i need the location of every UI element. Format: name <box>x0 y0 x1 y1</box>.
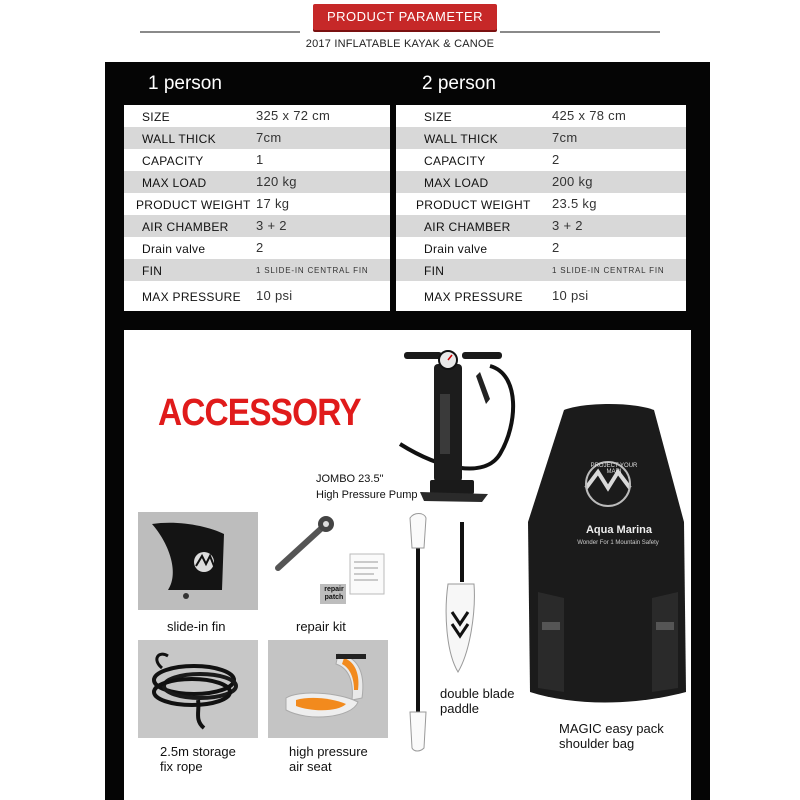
rope-caption-line2: fix rope <box>160 759 203 774</box>
bag-caption-line2: shoulder bag <box>559 736 635 751</box>
spec-value: 1 SLIDE-IN CENTRAL FIN <box>552 266 665 275</box>
spec-row-fin <box>124 259 390 281</box>
pump-caption-line2: High Pressure Pump <box>316 489 418 501</box>
spec-row-capacity <box>396 149 686 171</box>
repair-patch-label: repair patch <box>324 586 344 601</box>
spec-row-air-chamber <box>396 215 686 237</box>
spec-label: MAX LOAD <box>424 176 489 190</box>
bag-caption <box>559 721 664 751</box>
bag-brand-text: Aqua Marina <box>585 524 652 536</box>
spec-label: CAPACITY <box>424 154 486 168</box>
spec-row-product-weight <box>124 193 390 215</box>
spec-row-size <box>396 105 686 127</box>
spec-value: 2 <box>552 152 560 167</box>
spec-value: 1 SLIDE-IN CENTRAL FIN <box>256 266 369 275</box>
spec-value: 10 psi <box>552 288 589 303</box>
spec-value: 3 + 2 <box>552 218 583 233</box>
spec-row-size <box>124 105 390 127</box>
rope-coil-icon <box>138 640 258 738</box>
header-subtitle: 2017 INFLATABLE KAYAK & CANOE <box>305 38 495 50</box>
rope-image <box>138 640 258 738</box>
spec-row-wall-thick <box>396 127 686 149</box>
shoulder-bag-image <box>524 402 692 712</box>
repair-kit-image <box>268 512 388 610</box>
spec-label: CAPACITY <box>142 154 204 168</box>
paddle-caption <box>440 686 514 716</box>
spec-row-drain-valve <box>396 237 686 259</box>
rope-caption <box>160 744 236 774</box>
bag-slogan-text: Wonder For 1 Mountain Safety <box>577 540 659 546</box>
spec-label: SIZE <box>424 110 452 124</box>
spec-label: PRODUCT WEIGHT <box>136 198 251 212</box>
spec-value: 2 <box>256 240 264 255</box>
spec-label: FIN <box>424 264 445 278</box>
spec-value: 1 <box>256 152 264 167</box>
paddle-caption-line2: paddle <box>440 701 480 716</box>
fin-shape-icon <box>138 512 258 610</box>
spec-label: MAX PRESSURE <box>142 290 241 304</box>
rope-caption-line1: 2.5m storage <box>160 744 236 759</box>
spec-value: 7cm <box>256 130 282 145</box>
spec-row-product-weight <box>396 193 686 215</box>
fin-caption: slide-in fin <box>167 619 226 634</box>
repair-kit-caption: repair kit <box>296 619 346 634</box>
seat-caption-line2: air seat <box>289 759 332 774</box>
spec-label: SIZE <box>142 110 170 124</box>
seat-caption-line1: high pressure <box>289 744 368 759</box>
spec-value: 23.5 kg <box>552 196 597 211</box>
spec-value: 325 x 72 cm <box>256 108 331 123</box>
seat-image <box>268 640 388 738</box>
spec-row-max-pressure <box>396 281 686 311</box>
spec-row-air-chamber <box>124 215 390 237</box>
spec-value: 17 kg <box>256 196 290 211</box>
spec-label: MAX LOAD <box>142 176 207 190</box>
seat-caption <box>289 744 368 774</box>
spec-row-wall-thick <box>124 127 390 149</box>
accessory-title: ACCESSORY <box>158 392 361 434</box>
header-rule-right <box>500 31 660 33</box>
pump-caption-line1: JOMBO 23.5" <box>316 473 384 485</box>
bag-caption-line1: MAGIC easy pack <box>559 721 664 736</box>
column-title-2-person: 2 person <box>422 73 496 94</box>
header-badge: PRODUCT PARAMETER <box>313 4 497 30</box>
bag-tag-text: PROJECT YOUR MARI <box>590 463 638 475</box>
spec-row-max-load <box>124 171 390 193</box>
paddle-caption-line1: double blade <box>440 686 515 701</box>
spec-value: 200 kg <box>552 174 593 189</box>
fin-image <box>138 512 258 610</box>
spec-value: 425 x 78 cm <box>552 108 627 123</box>
spec-label: FIN <box>142 264 163 278</box>
header-rule-left <box>140 31 300 33</box>
pump-caption <box>316 471 418 503</box>
column-title-1-person: 1 person <box>148 73 222 94</box>
seat-icon <box>268 640 388 738</box>
spec-row-max-load <box>396 171 686 193</box>
spec-label: Drain valve <box>142 242 206 256</box>
paddle-image <box>400 512 480 752</box>
spec-label: WALL THICK <box>424 132 498 146</box>
spec-row-capacity <box>124 149 390 171</box>
spec-value: 10 psi <box>256 288 293 303</box>
spec-label: Drain valve <box>424 242 488 256</box>
spec-table-1-person <box>124 105 390 311</box>
spec-label: AIR CHAMBER <box>424 220 511 234</box>
spec-table-2-person <box>396 105 686 311</box>
spec-value: 120 kg <box>256 174 297 189</box>
spec-value: 2 <box>552 240 560 255</box>
spec-row-fin <box>396 259 686 281</box>
spec-row-drain-valve <box>124 237 390 259</box>
spec-label: PRODUCT WEIGHT <box>416 198 531 212</box>
spec-label: WALL THICK <box>142 132 216 146</box>
spec-value: 3 + 2 <box>256 218 287 233</box>
spec-value: 7cm <box>552 130 578 145</box>
spec-label: MAX PRESSURE <box>424 290 523 304</box>
spec-label: AIR CHAMBER <box>142 220 229 234</box>
spec-row-max-pressure <box>124 281 390 311</box>
